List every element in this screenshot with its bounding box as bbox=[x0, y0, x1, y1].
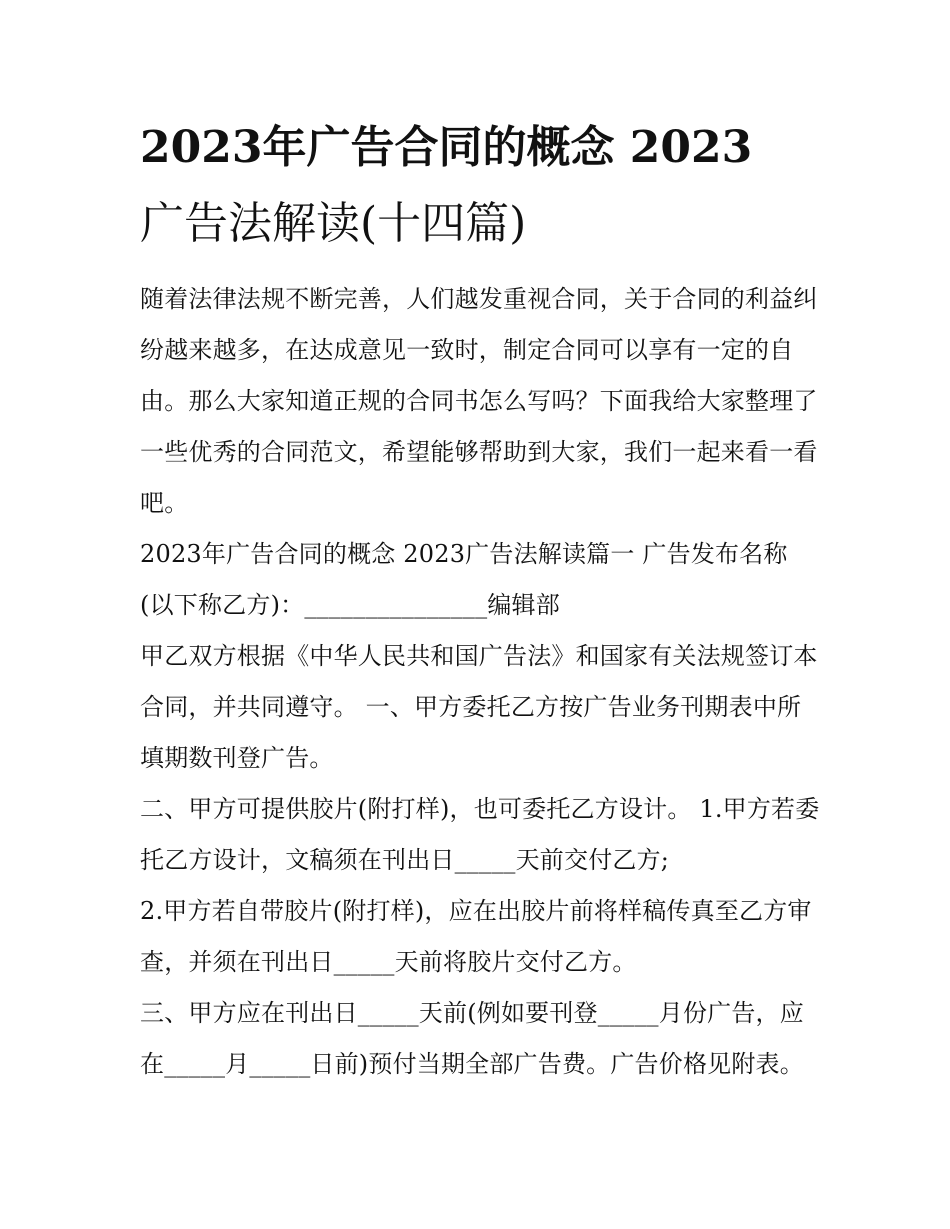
clause-2-item-2-paragraph: 2.甲方若自带胶片(附打样)，应在出胶片前将样稿传真至乙方审查，并须在刊出日_____天前将胶片交付乙方。 bbox=[140, 897, 812, 976]
title-line-1: 2023年广告合同的概念 2023 bbox=[140, 122, 753, 173]
party-b-line: (以下称乙方)：_______________编辑部 bbox=[140, 591, 560, 619]
title-line-2: 广告法解读(十四篇) bbox=[140, 198, 527, 249]
contract-basis-paragraph: 甲乙双方根据《中华人民共和国广告法》和国家有关法规签订本合同，并共同遵守。 一、甲方委托乙方按广告业务刊期表中所填期数刊登广告。 bbox=[140, 642, 818, 772]
clause-3-paragraph: 三、甲方应在刊出日_____天前(例如要刊登_____月份广告，应在_____月_____日前)预付当期全部广告费。广告价格见附表。 bbox=[140, 999, 804, 1078]
document-page bbox=[140, 110, 820, 1090]
document-title bbox=[140, 110, 820, 262]
section-heading-paragraph: 2023年广告合同的概念 2023广告法解读篇一 广告发布名称 bbox=[140, 540, 788, 568]
clause-2-paragraph: 二、甲方可提供胶片(附打样)，也可委托乙方设计。 1.甲方若委托乙方设计，文稿须在刊出日_____天前交付乙方; bbox=[140, 795, 820, 874]
intro-paragraph: 随着法律法规不断完善，人们越发重视合同，关于合同的利益纠纷越来越多，在达成意见一致时，制定合同可以享有一定的自由。那么大家知道正规的合同书怎么写吗？下面我给大家整理了一些优秀的合同范文，希望能够帮助到大家，我们一起来看一看吧。 bbox=[140, 285, 818, 517]
